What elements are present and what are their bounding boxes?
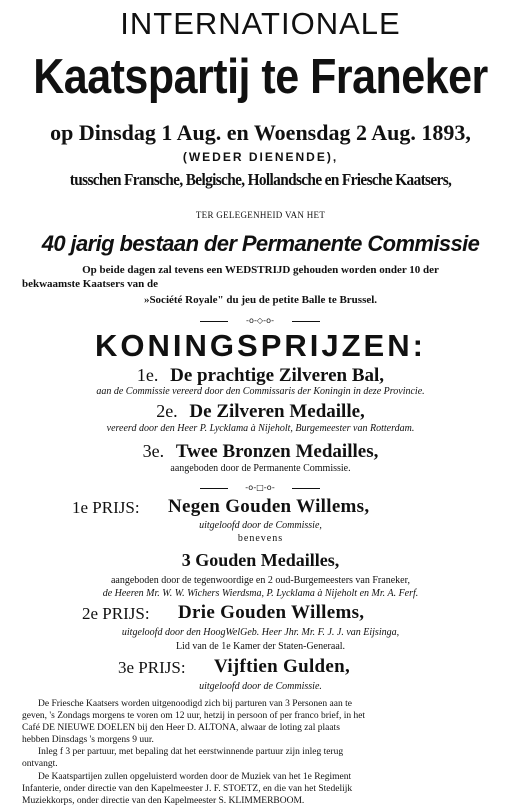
poster-title: Kaatspartij te Franeker (33, 49, 488, 105)
kprize-2-name: De Zilveren Medaille, (189, 401, 365, 422)
participating-teams: tusschen Fransche, Belgische, Hollandsche en Friesche Kaatsers, (69, 170, 452, 189)
prijs3-name: Vijftien Gulden, (214, 656, 351, 677)
divider-left-line (200, 321, 228, 322)
divider2-ornament: -o-□-o- (245, 483, 275, 492)
footer-line-5: Inleg f 3 per partuur, met bepaling dat het eerstwinnende partuur zijn inleg terug (38, 747, 344, 757)
footer-line-8: Infanterie, onder directie van den Kapelmeester J. F. STOETZ, en die van het Stedelijk (22, 784, 353, 794)
occasion-line: TER GELEGENHEID VAN HET (195, 210, 326, 220)
prijs2-desc-2: Lid van de 1e Kamer der Staten-Generaal. (175, 641, 346, 652)
divider-ornament: -o-◇-o- (245, 316, 275, 325)
kprize-3 (0, 440, 521, 463)
kprize-3-name: Twee Bronzen Medailles, (175, 441, 379, 462)
kprize-1-desc: aan de Commissie vereerd door den Commissaris der Koningin in deze Provincie. (96, 386, 425, 397)
wedstrijd-line-3: »Société Royale" du jeu de petite Balle te Brussel. (143, 294, 378, 306)
kprize-2-desc: vereerd door den Heer P. Lycklama à Nijeholt, Burgemeester van Rotterdam. (106, 423, 415, 434)
footer-line-2: geven, 's Zondags morgens te voren om 12 uur, hetzij in persoon of per franco brief, in het (22, 711, 366, 721)
prijs3-desc: uitgeloofd door de Commissie. (199, 681, 322, 692)
prijs2-desc-1: uitgeloofd door den HoogWelGeb. Heer Jhr. Mr. F. J. J. van Eijsinga, (121, 627, 400, 638)
prijs1-name: Negen Gouden Willems, (168, 496, 370, 517)
anniversary-line: 40 jarig bestaan der Permanente Commissie (41, 231, 480, 256)
prijs1-extra-desc-1: aangeboden door de tegenwoordige en 2 oud-Burgemeesters van Franeker, (110, 575, 411, 586)
prijs3-label: 3e PRIJS: (118, 658, 186, 677)
footer-line-1: De Friesche Kaatsers worden uitgenoodigd zich bij parturen van 3 Personen aan te (38, 699, 352, 709)
prijs1-extra-desc-2: de Heeren Mr. W. W. Wichers Wierdsma, P. Lycklama à Nijeholt en Mr. A. Ferf. (102, 588, 419, 599)
footer-line-9: Muziekkorps, onder directie van den Kapelmeester S. KLIMMERBOOM. (22, 796, 305, 806)
footer-line-7: De Kaatspartijen zullen opgeluisterd worden door de Muziek van het 1e Regiment (38, 772, 352, 782)
kprize-2-rank: 2e. (156, 401, 178, 421)
prijs1-label: 1e PRIJS: (72, 498, 140, 517)
kprize-1-rank: 1e. (136, 365, 159, 385)
divider2-left-line (200, 488, 228, 489)
wedstrijd-line-1: Op beide dagen zal tevens een WEDSTRIJD gehouden worden onder 10 der (82, 264, 439, 276)
prijs1-benevens: benevens (237, 533, 284, 544)
kprize-3-desc: aangeboden door de Permanente Commissie. (170, 463, 351, 474)
footer-line-3: Café DE NIEUWE DOELEN bij den Heer D. ALTONA, alwaar de loting zal plaats (22, 723, 340, 733)
prijs2-label: 2e PRIJS: (82, 604, 150, 623)
koningsprijzen-heading: KONINGSPRIJZEN: (95, 328, 426, 363)
kprize-3-rank: 3e. (142, 441, 165, 461)
kprize-1 (0, 364, 521, 387)
footer-line-4: hebben Dinsdags 's morgens 9 uur. (22, 735, 154, 745)
prijs1-extra: 3 Gouden Medailles, (181, 550, 340, 570)
kprize-2 (0, 400, 521, 423)
divider-right-line (292, 321, 320, 322)
divider2-right-line (292, 488, 320, 489)
weder-dienende: (WEDER DIENENDE), (182, 150, 339, 164)
kprize-1-name: De prachtige Zilveren Bal, (170, 365, 385, 386)
wedstrijd-line-2: bekwaamste Kaatsers van de (22, 278, 158, 290)
footer-line-6: ontvangt. (22, 759, 58, 769)
prijs1-desc: uitgeloofd door de Commissie, (199, 520, 322, 531)
poster-header: INTERNATIONALE (120, 6, 401, 41)
event-dates: op Dinsdag 1 Aug. en Woensdag 2 Aug. 1893, (50, 120, 471, 145)
prijs2-name: Drie Gouden Willems, (178, 602, 365, 623)
